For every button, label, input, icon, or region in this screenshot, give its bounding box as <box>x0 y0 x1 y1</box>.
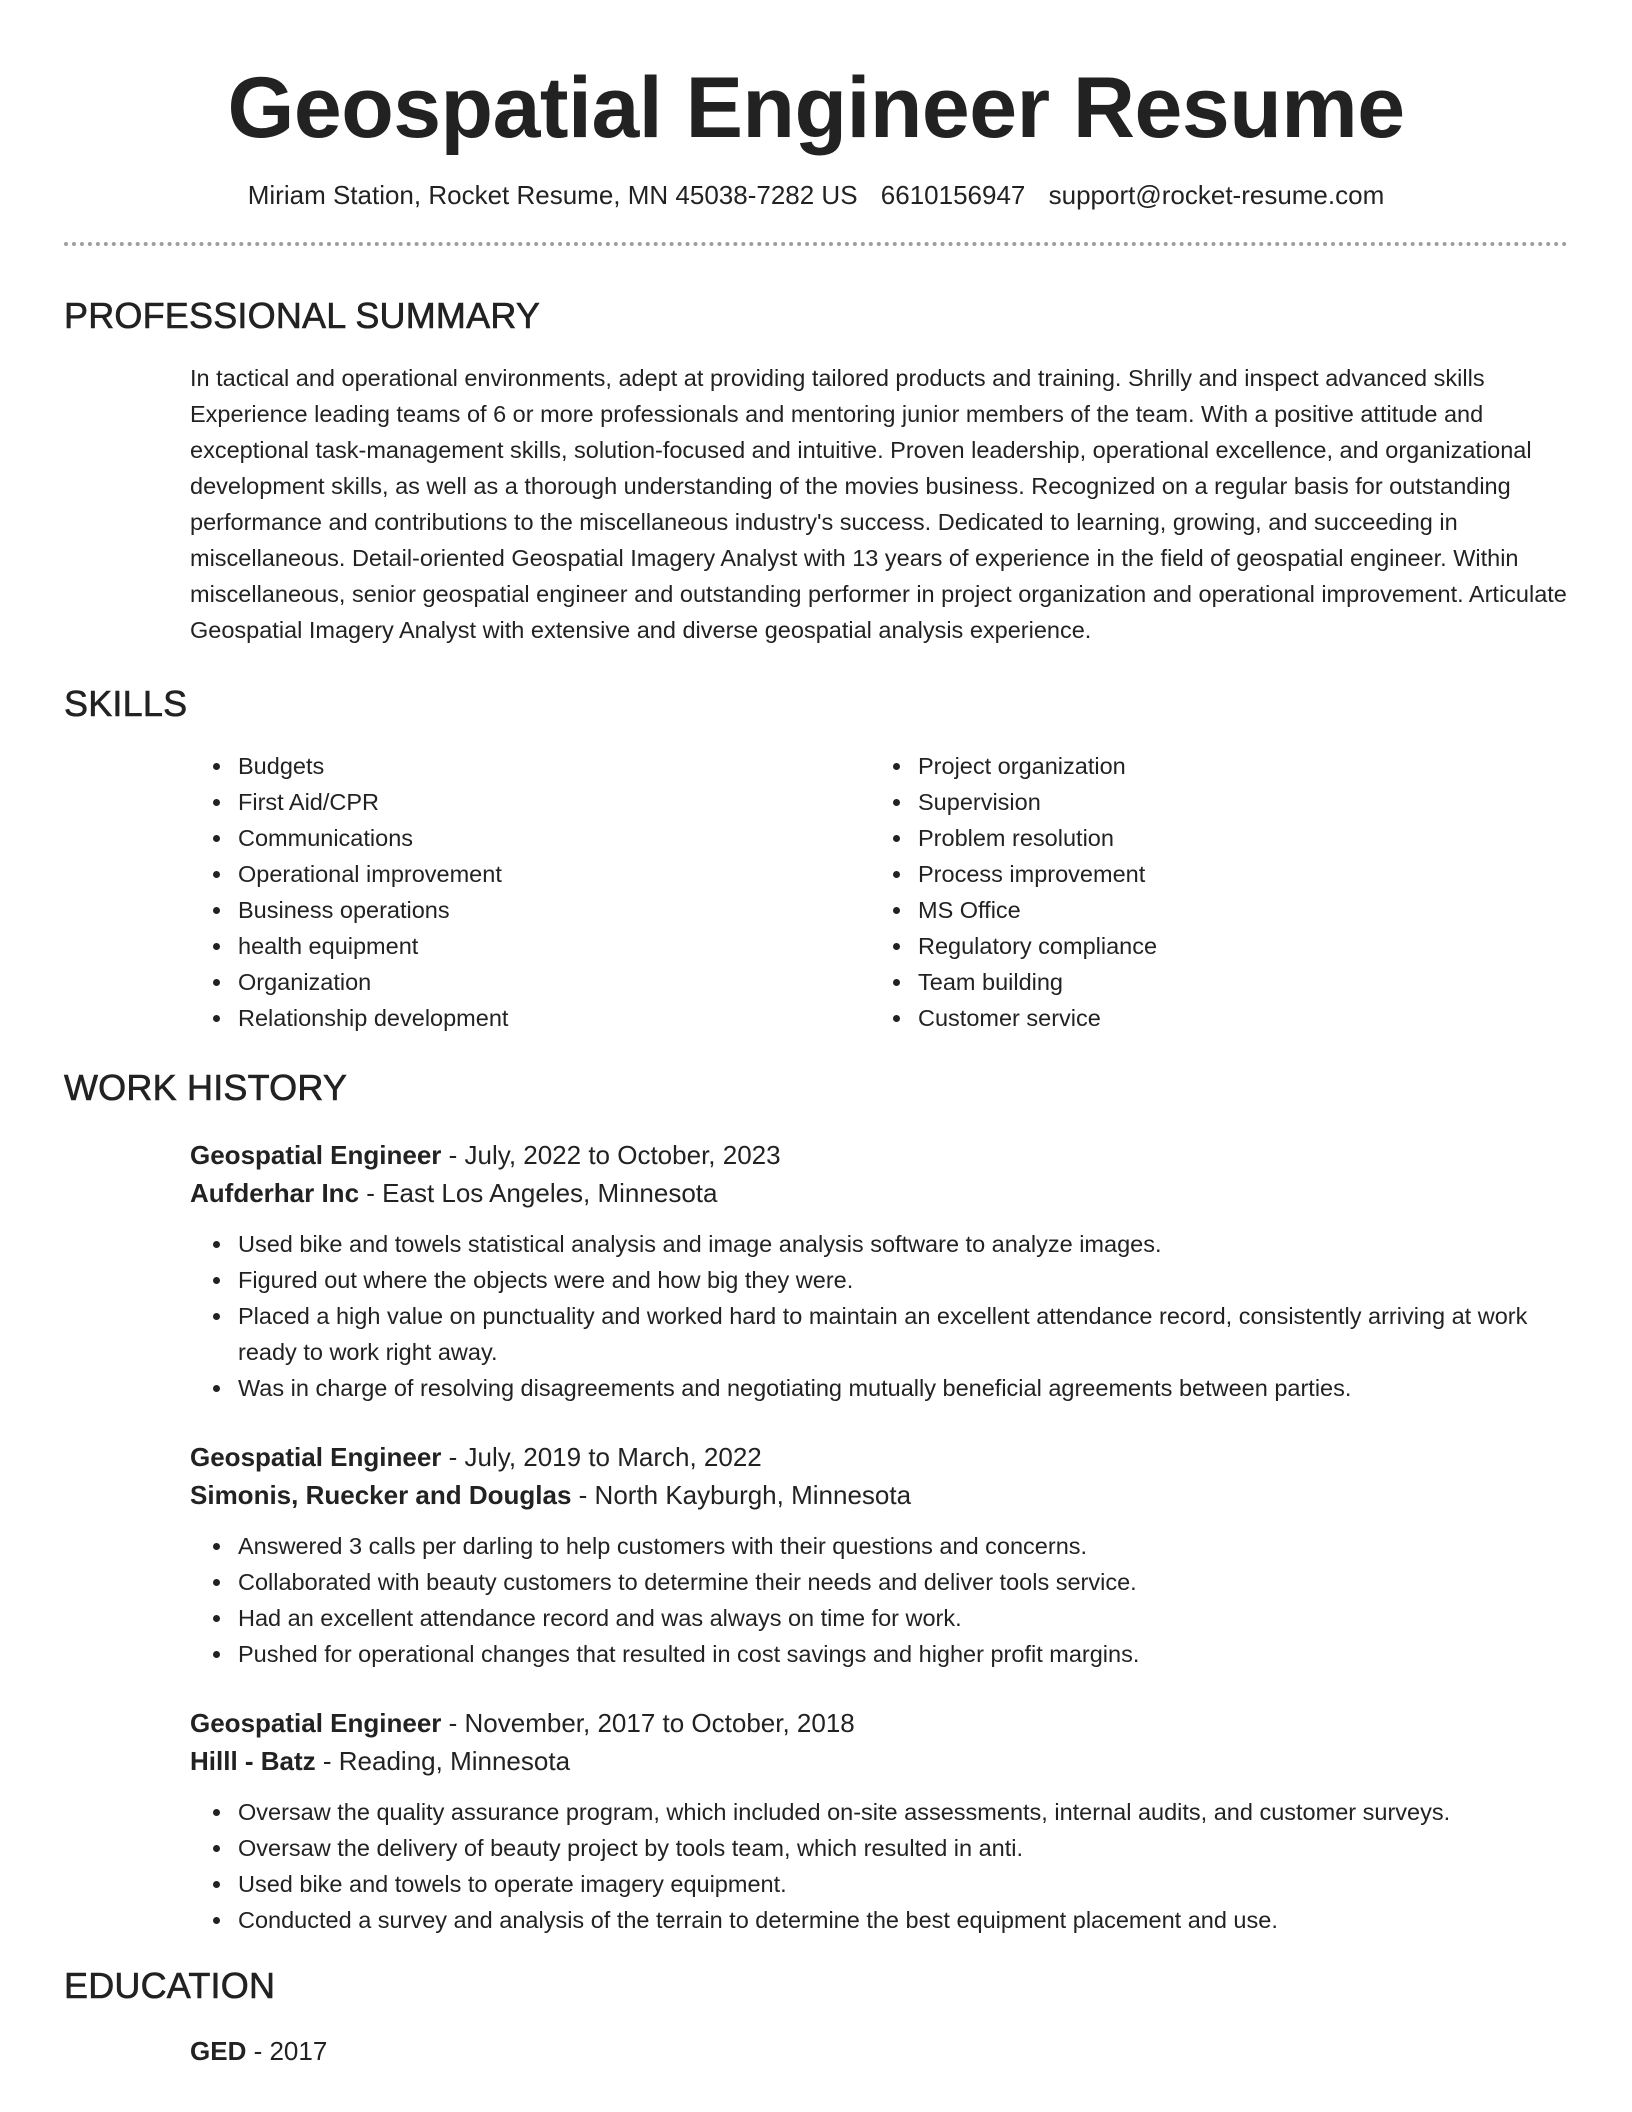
job-company: Aufderhar Inc <box>190 1178 360 1208</box>
skill-item: • Relationship development <box>234 1000 870 1036</box>
job-title: Geospatial Engineer <box>190 1140 442 1170</box>
contact-email: support@rocket-resume.com <box>1048 180 1385 210</box>
job-company: Simonis, Ruecker and Douglas <box>190 1480 572 1510</box>
job-entry <box>190 1136 1568 1406</box>
education-degree: GED <box>190 2036 247 2066</box>
job-title: Geospatial Engineer <box>190 1708 442 1738</box>
resume-title: Geospatial Engineer Resume <box>227 60 1405 156</box>
job-bullet: • Answered 3 calls per darling to help customers with their questions and concerns. <box>234 1528 1568 1564</box>
job-bullet: • Oversaw the delivery of beauty project by tools team, which resulted in anti. <box>234 1830 1568 1866</box>
skill-item: • health equipment <box>234 928 870 964</box>
contact-line <box>64 178 1568 212</box>
skill-item: • Supervision <box>914 784 1550 820</box>
education-section <box>64 1964 1568 2070</box>
job-dates: - November, 2017 to October, 2018 <box>441 1708 855 1738</box>
job-title: Geospatial Engineer <box>190 1442 442 1472</box>
job-company-line <box>190 1476 1568 1514</box>
skill-item: • Organization <box>234 964 870 1000</box>
job-company-line <box>190 1742 1568 1780</box>
skills-column-right <box>870 748 1550 1036</box>
skills-column-left <box>190 748 870 1036</box>
skills-list <box>190 748 1568 1036</box>
skill-item: • MS Office <box>914 892 1550 928</box>
education-heading: EDUCATION <box>64 1965 276 2006</box>
job-dates: - July, 2019 to March, 2022 <box>441 1442 762 1472</box>
skill-item: • Communications <box>234 820 870 856</box>
job-bullet: • Used bike and towels statistical analysis and image analysis software to analyze images. <box>234 1226 1568 1262</box>
skills-section <box>64 682 1568 1036</box>
skill-item: • Regulatory compliance <box>914 928 1550 964</box>
skill-item: • First Aid/CPR <box>234 784 870 820</box>
job-bullet: • Had an excellent attendance record and was always on time for work. <box>234 1600 1568 1636</box>
job-bullet: • Placed a high value on punctuality and worked hard to maintain an excellent attendance record, consistently arriving at work ready to work right away. <box>234 1298 1568 1370</box>
skill-item: • Team building <box>914 964 1550 1000</box>
job-company-line <box>190 1174 1568 1212</box>
job-bullet: • Oversaw the quality assurance program, which included on-site assessments, internal audits, and customer surveys. <box>234 1794 1568 1830</box>
summary-text: In tactical and operational environments, adept at providing tailored products and training. Shrilly and inspect advanced skills Experience leading teams of 6 or more professionals and mentoring junior members of the team. With a positive attitude and exceptional task-management skills, solution-focused and intuitive. Proven leadership, operational excellence, and organizational development skills, as well as a thorough understanding of the movies business. Recognized on a regular basis for outstanding performance and contributions to the miscellaneous industry's success. Dedicated to learning, growing, and succeeding in miscellaneous. Detail-oriented Geospatial Imagery Analyst with 13 years of experience in the field of geospatial engineer. Within miscellaneous, senior geospatial engineer and outstanding performer in project organization and operational improvement. Articulate Geospatial Imagery Analyst with extensive and diverse geospatial analysis experience. <box>190 365 1567 643</box>
skill-item: • Project organization <box>914 748 1550 784</box>
skill-item: • Process improvement <box>914 856 1550 892</box>
skill-item: • Operational improvement <box>234 856 870 892</box>
header-divider <box>64 242 1568 246</box>
job-bullet: • Collaborated with beauty customers to determine their needs and deliver tools service. <box>234 1564 1568 1600</box>
job-bullet: • Conducted a survey and analysis of the terrain to determine the best equipment placement and use. <box>234 1902 1568 1938</box>
job-location: - East Los Angeles, Minnesota <box>359 1178 718 1208</box>
job-title-line <box>190 1704 1568 1742</box>
job-bullets <box>190 1528 1568 1672</box>
skill-item: • Budgets <box>234 748 870 784</box>
work-history-heading: WORK HISTORY <box>64 1067 348 1108</box>
job-title-line <box>190 1438 1568 1476</box>
contact-address: Miriam Station, Rocket Resume, MN 45038-7282 US <box>247 180 858 210</box>
job-bullet: • Used bike and towels to operate imagery equipment. <box>234 1866 1568 1902</box>
job-location: - Reading, Minnesota <box>315 1746 571 1776</box>
job-entry <box>190 1704 1568 1938</box>
skill-item: • Business operations <box>234 892 870 928</box>
job-bullets <box>190 1226 1568 1406</box>
summary-section <box>64 294 1568 648</box>
job-location: - North Kayburgh, Minnesota <box>571 1480 912 1510</box>
contact-phone: 6610156947 <box>880 180 1026 210</box>
job-company: Hilll - Batz <box>190 1746 316 1776</box>
job-entry <box>190 1438 1568 1672</box>
job-bullets <box>190 1794 1568 1938</box>
job-bullet: • Was in charge of resolving disagreements and negotiating mutually beneficial agreements between parties. <box>234 1370 1568 1406</box>
job-dates: - July, 2022 to October, 2023 <box>441 1140 781 1170</box>
education-year: - 2017 <box>246 2036 328 2066</box>
summary-heading: PROFESSIONAL SUMMARY <box>64 295 541 336</box>
skill-item: • Customer service <box>914 1000 1550 1036</box>
job-title-line <box>190 1136 1568 1174</box>
education-entry <box>190 2032 1568 2070</box>
work-history-section <box>64 1066 1568 1938</box>
job-bullet: • Pushed for operational changes that resulted in cost savings and higher profit margins. <box>234 1636 1568 1672</box>
skills-heading: SKILLS <box>64 683 188 724</box>
skill-item: • Problem resolution <box>914 820 1550 856</box>
job-bullet: • Figured out where the objects were and how big they were. <box>234 1262 1568 1298</box>
